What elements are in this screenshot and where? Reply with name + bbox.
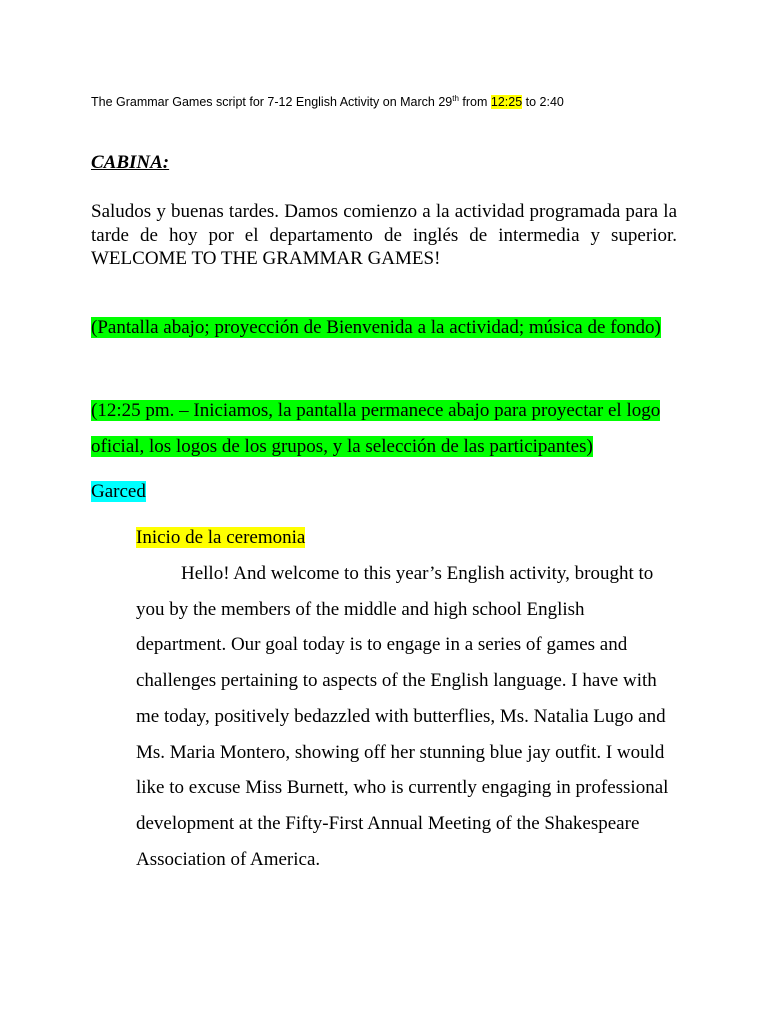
header-end-time: 2:40 xyxy=(539,95,564,109)
speaker-label xyxy=(91,476,146,508)
header-start-time: 12:25 xyxy=(490,95,523,109)
speech-paragraph: Hello! And welcome to this year’s English activity, brought to you by the members of the middle and high school English department. Our goal today is to engage in a series of games and challenges pertaining to aspects of the English language. I have with me today, positively bedazzled with butterflies, Ms. Natalia Lugo and Ms. Maria Montero, showing off her stunning blue jay outfit. I would like to excuse Miss Burnett, who is currently engaging in professional development at the Fifty-First Annual Meeting of the Shakespeare Association of America. xyxy=(136,563,669,870)
header-prefix: The Grammar Games script for 7-12 English Activity on March 29 xyxy=(91,95,453,109)
intro-paragraph: Saludos y buenas tardes. Damos comienzo a la actividad programada para la tarde de hoy por el departamento de inglés de intermedia y superior. WELCOME TO THE GRAMMAR GAMES! xyxy=(91,201,677,269)
section-title xyxy=(136,522,305,554)
stage-note-text: (Pantalla abajo; proyección de Bienvenida a la actividad; música de fondo) xyxy=(91,317,661,338)
header-from: from xyxy=(458,95,491,109)
section-title-text: Inicio de la ceremonia xyxy=(136,527,306,548)
stage-note-text: (12:25 pm. – Iniciamos, la pantalla permanece abajo para proyectar el logo oficial, los logos de los grupos, y la selección de las participantes) xyxy=(91,400,661,457)
stage-note-2 xyxy=(91,393,681,465)
speaker-name: Garced xyxy=(91,481,146,502)
header-ordinal-suffix: th xyxy=(452,94,459,103)
cabina-heading: CABINA: xyxy=(91,152,170,173)
stage-note-1 xyxy=(91,310,681,346)
document-header xyxy=(91,93,564,111)
header-to: to xyxy=(522,95,540,109)
